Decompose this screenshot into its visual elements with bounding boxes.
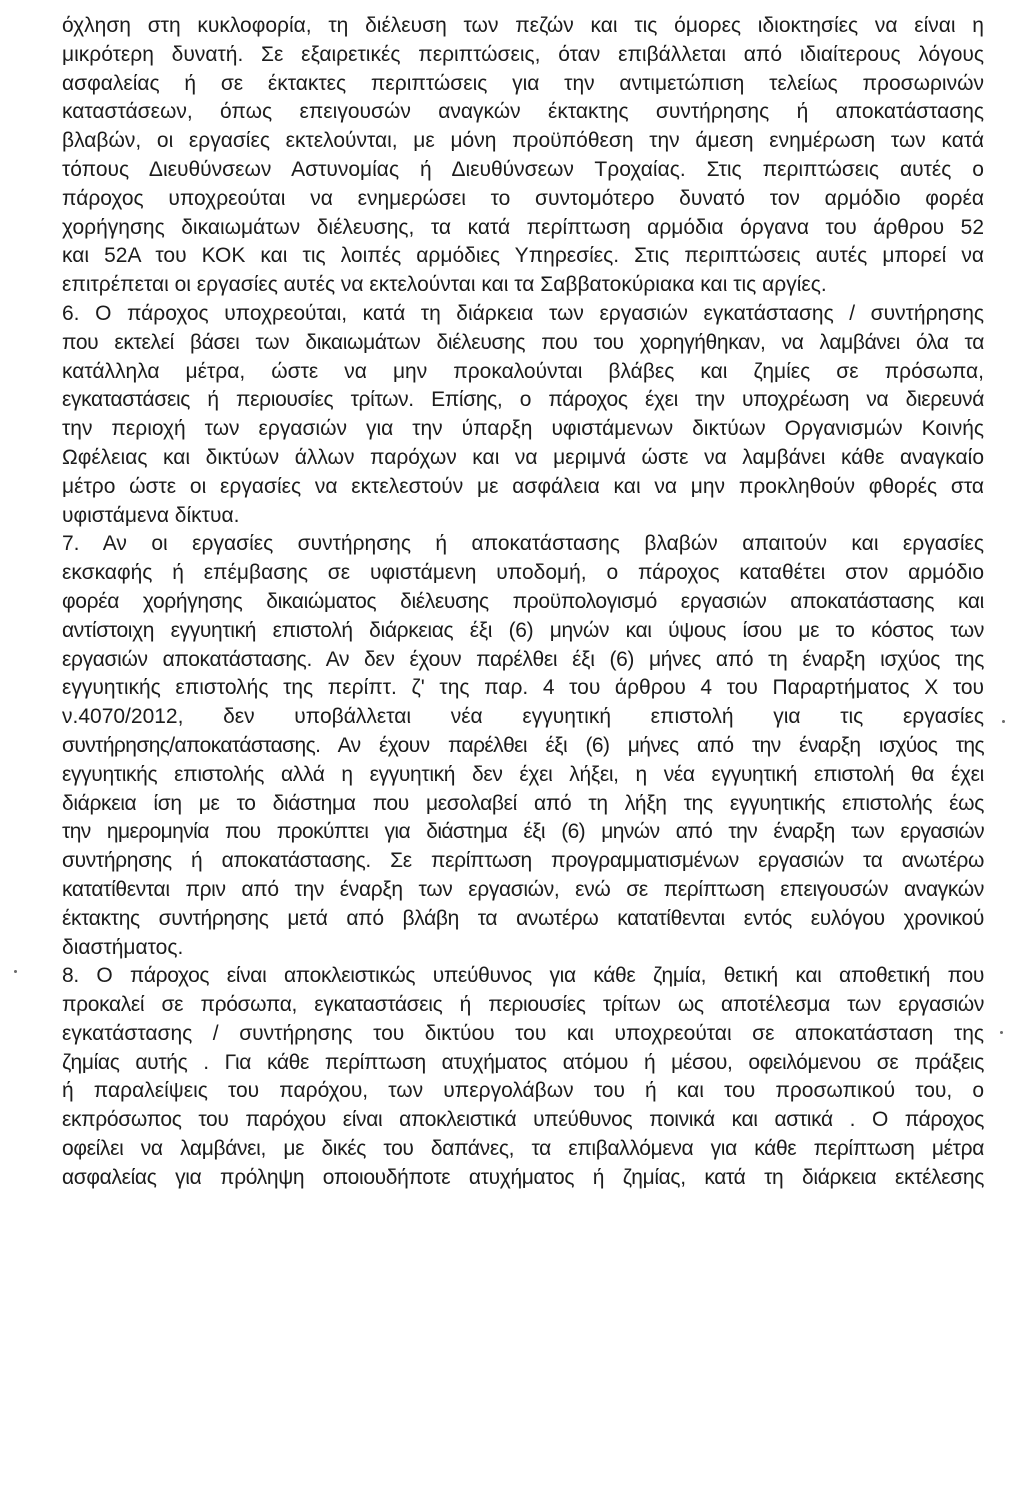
text-line: εργασιών αποκατάστασης. Αν δεν έχουν παρέλθει έξι (6) μήνες από τη έναρξη ισχύος της [62,647,984,671]
text-line: προκαλεί σε πρόσωπα, εγκαταστάσεις ή περιουσίες τρίτων ως αποτέλεσμα των εργασιών [62,993,984,1017]
text-line: διάρκεια ίση με το διάστημα που μεσολαβεί από τη λήξη της εγγυητικής επιστολής έως [62,791,984,815]
text-line: όχληση στη κυκλοφορία, τη διέλευση των πεζών και τις όμορες ιδιοκτησίες να είναι η [62,14,984,37]
text-line: εκσκαφής ή επέμβασης σε υφιστάμενη υποδομή, ο πάροχος καταθέτει στον αρμόδιο [62,561,984,585]
text-line: διαστήματος. [62,935,184,959]
text-line: εγγυητικής επιστολής της περίπτ. ζ' της παρ. 4 του άρθρου 4 του Παραρτήματος Χ του [62,676,984,700]
text-line: ασφαλείας για πρόληψη οποιουδήποτε ατυχήματος ή ζημίας, κατά τη διάρκεια εκτέλεσης [62,1165,984,1189]
text-line: και 52Α του ΚΟΚ και τις λοιπές αρμόδιες Υπηρεσίες. Στις περιπτώσεις αυτές μπορεί να [62,244,984,268]
text-line: εγκαταστάσεις ή περιουσίες τρίτων. Επίσης, ο πάροχος έχει την υποχρέωση να διερευνά [62,388,984,412]
paragraph-7-start: 7. Αν οι εργασίες συντήρησης ή αποκατάστασης βλαβών απαιτούν και εργασίες [62,532,984,556]
text-line: υφιστάμενα δίκτυα. [62,503,240,527]
text-line: ζημίας αυτής . Για κάθε περίπτωση ατυχήματος ατόμου ή μέσου, οφειλόμενου σε πράξεις [62,1050,984,1074]
text-line: ή παραλείψεις του παρόχου, των υπεργολάβων του ή και του προσωπικού του, ο [62,1079,984,1103]
text-line: κατάλληλα μέτρα, ώστε να μην προκαλούνται βλάβες και ζημίες σε πρόσωπα, [62,359,984,383]
text-line: αντίστοιχη εγγυητική επιστολή διάρκειας έξι (6) μηνών και ύψους ίσου με το κόστος των [62,618,984,642]
text-line: την ημερομηνία που προκύπτει για διάστημα έξι (6) μηνών από την έναρξη των εργασιών [62,820,984,844]
text-line: έκτακτης συντήρησης μετά από βλάβη τα ανωτέρω κατατίθενται εντός ευλόγου χρονικού [62,906,984,930]
text-line: χορήγησης δικαιωμάτων διέλευσης, τα κατά περίπτωση αρμόδια όργανα του άρθρου 52 [62,215,984,239]
text-line: κατατίθενται πριν από την έναρξη των εργασιών, ενώ σε περίπτωση επειγουσών αναγκών [62,877,984,901]
text-line: ν.4070/2012, δεν υποβάλλεται νέα εγγυητική επιστολή για τις εργασίες [62,705,984,729]
text-line: πάροχος υποχρεούται να ενημερώσει το συντομότερο δυνατό τον αρμόδιο φορέα [62,186,984,210]
text-line: μικρότερη δυνατή. Σε εξαιρετικές περιπτώσεις, όταν επιβάλλεται από ιδιαίτερους λόγους [62,42,984,66]
text-line: φορέα χορήγησης δικαιώματος διέλευσης προϋπολογισμό εργασιών αποκατάστασης και [62,589,984,613]
text-line: εκπρόσωπος του παρόχου είναι αποκλειστικά υπεύθυνος ποινικά και αστικά . Ο πάροχος [62,1108,984,1132]
text-line: συντήρησης ή αποκατάστασης. Σε περίπτωση προγραμματισμένων εργασιών τα ανωτέρω [62,849,984,873]
text-line: επιτρέπεται οι εργασίες αυτές να εκτελούνται και τα Σαββατοκύριακα και τις αργίες. [62,273,827,297]
text-line: βλαβών, οι εργασίες εκτελούνται, με μόνη προϋπόθεση την άμεση ενημέρωση των κατά [62,129,984,153]
text-line: εγκατάστασης / συντήρησης του δικτύου του και υποχρεούται σε αποκατάσταση της [62,1021,984,1045]
text-line: Ωφέλειας και δικτύων άλλων παρόχων και να μεριμνά ώστε να λαμβάνει κάθε αναγκαίο [62,445,984,469]
scan-speck [14,970,17,973]
document-body-text [62,12,984,1193]
paragraph-8-start: 8. Ο πάροχος είναι αποκλειστικώς υπεύθυνος για κάθε ζημία, θετική και αποθετική που [62,964,984,988]
text-line: εγγυητικής επιστολής αλλά η εγγυητική δεν έχει λήξει, η νέα εγγυητική επιστολή θα έχει [62,762,984,786]
scan-speck [1000,1031,1003,1034]
text-line: τόπους Διευθύνσεων Αστυνομίας ή Διευθύνσεων Τροχαίας. Στις περιπτώσεις αυτές ο [62,157,984,181]
text-line: καταστάσεων, όπως επειγουσών αναγκών έκτακτης συντήρησης ή αποκατάστασης [62,100,984,124]
scan-speck [1002,720,1005,723]
text-line: που εκτελεί βάσει των δικαιωμάτων διέλευσης που του χορηγήθηκαν, να λαμβάνει όλα τα [62,330,984,354]
text-line: μέτρο ώστε οι εργασίες να εκτελεστούν με ασφάλεια και να μην προκληθούν φθορές στα [62,474,984,498]
text-line: την περιοχή των εργασιών για την ύπαρξη υφιστάμενων δικτύων Οργανισμών Κοινής [62,417,984,441]
text-line: συντήρησης/αποκατάστασης. Αν έχουν παρέλθει έξι (6) μήνες από την έναρξη ισχύος της [62,733,984,757]
text-line: ασφαλείας ή σε έκτακτες περιπτώσεις για την αντιμετώπιση τελείως προσωρινών [62,71,984,95]
paragraph-6-start: 6. Ο πάροχος υποχρεούται, κατά τη διάρκεια των εργασιών εγκατάστασης / συντήρησης [62,301,984,325]
text-line: οφείλει να λαμβάνει, με δικές του δαπάνες, τα επιβαλλόμενα για κάθε περίπτωση μέτρα [62,1137,984,1161]
